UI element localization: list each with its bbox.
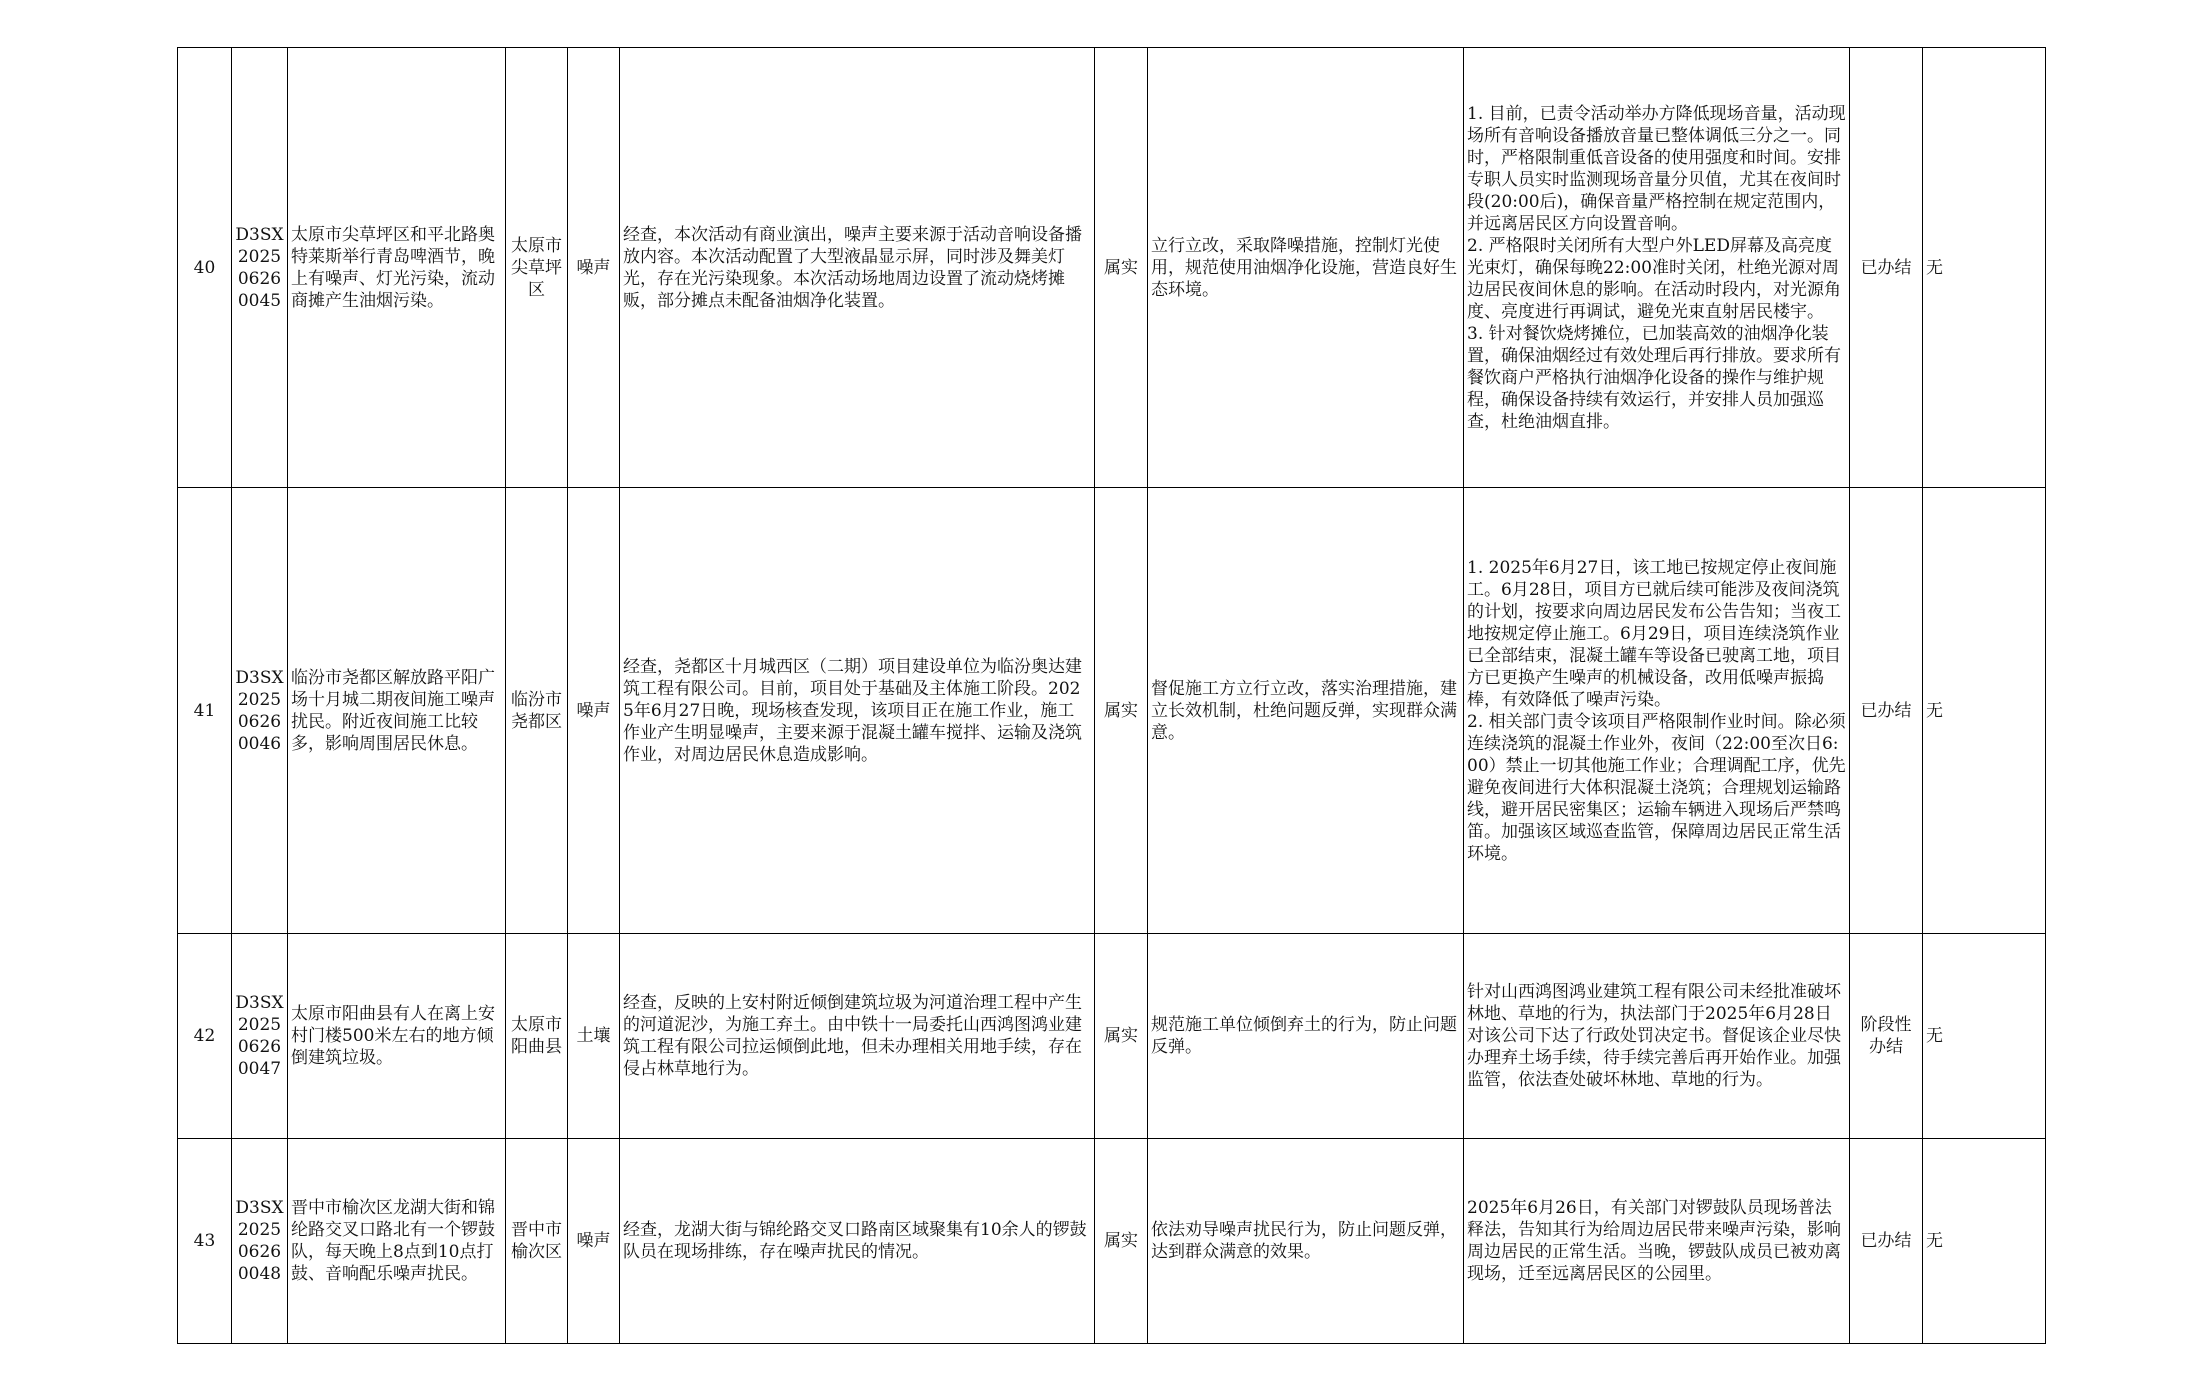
completion-status: 已办结 — [1850, 48, 1923, 488]
accountability: 无 — [1923, 488, 2046, 934]
district: 晋中市榆次区 — [506, 1139, 568, 1344]
row-number: 43 — [178, 1139, 232, 1344]
row-number: 41 — [178, 488, 232, 934]
table-row — [178, 48, 2046, 488]
accountability: 无 — [1923, 48, 2046, 488]
verdict: 属实 — [1095, 1139, 1148, 1344]
pollution-type: 噪声 — [568, 1139, 620, 1344]
complaint-content: 太原市尖草坪区和平北路奥特莱斯举行青岛啤酒节，晚上有噪声、灯光污染，流动商摊产生油烟污染。 — [288, 48, 506, 488]
investigation-result: 经查，尧都区十月城西区（二期）项目建设单位为临汾奥达建筑工程有限公司。目前，项目处于基础及主体施工阶段。2025年6月27日晚，现场核查发现，该项目正在施工作业，施工作业产生明显噪声，主要来源于混凝土罐车搅拌、运输及浇筑作业，对周边居民休息造成影响。 — [620, 488, 1095, 934]
completion-status: 已办结 — [1850, 488, 1923, 934]
table-row — [178, 934, 2046, 1139]
verdict: 属实 — [1095, 48, 1148, 488]
district: 太原市阳曲县 — [506, 934, 568, 1139]
table-row — [178, 1139, 2046, 1344]
investigation-result: 经查，本次活动有商业演出，噪声主要来源于活动音响设备播放内容。本次活动配置了大型液晶显示屏，同时涉及舞美灯光，存在光污染现象。本次活动场地周边设置了流动烧烤摊贩，部分摊点未配备油烟净化装置。 — [620, 48, 1095, 488]
row-number: 42 — [178, 934, 232, 1139]
rectification-status: 1. 目前，已责令活动举办方降低现场音量，活动现场所有音响设备播放音量已整体调低三分之一。同时，严格限制重低音设备的使用强度和时间。安排专职人员实时监测现场音量分贝值，尤其在夜间时段(20:00后)，确保音量严格控制在规定范围内，并远离居民区方向设置音响。 2. 严格限时关闭所有大型户外LED屏幕及高亮度光束灯，确保每晚22:00准时关闭，杜绝光源对周边居民夜间休息的影响。在活动时段内，对光源角度、亮度进行再调试，避免光束直射居民楼宇。 3. 针对餐饮烧烤摊位，已加装高效的油烟净化装置，确保油烟经过有效处理后再行排放。要求所有餐饮商户严格执行油烟净化设备的操作与维护规程，确保设备持续有效运行，并安排人员加强巡查，杜绝油烟直排。 — [1464, 48, 1850, 488]
investigation-result: 经查，反映的上安村附近倾倒建筑垃圾为河道治理工程中产生的河道泥沙，为施工弃土。由中铁十一局委托山西鸿图鸿业建筑工程有限公司拉运倾倒此地，但未办理相关用地手续，存在侵占林草地行为。 — [620, 934, 1095, 1139]
row-number: 40 — [178, 48, 232, 488]
verdict: 属实 — [1095, 488, 1148, 934]
investigation-result: 经查，龙湖大街与锦纶路交叉口路南区域聚集有10余人的锣鼓队员在现场排练，存在噪声扰民的情况。 — [620, 1139, 1095, 1344]
pollution-type: 噪声 — [568, 48, 620, 488]
case-code: D3SX202506260045 — [232, 48, 288, 488]
district: 临汾市尧都区 — [506, 488, 568, 934]
complaint-content: 临汾市尧都区解放路平阳广场十月城二期夜间施工噪声扰民。附近夜间施工比较多，影响周围居民休息。 — [288, 488, 506, 934]
case-code: D3SX202506260048 — [232, 1139, 288, 1344]
district: 太原市尖草坪区 — [506, 48, 568, 488]
accountability: 无 — [1923, 1139, 2046, 1344]
verdict: 属实 — [1095, 934, 1148, 1139]
pollution-type: 土壤 — [568, 934, 620, 1139]
complaint-table — [177, 47, 2046, 1344]
table-row — [178, 488, 2046, 934]
rectification-goal: 督促施工方立行立改，落实治理措施，建立长效机制，杜绝问题反弹，实现群众满意。 — [1148, 488, 1464, 934]
complaint-content: 晋中市榆次区龙湖大街和锦纶路交叉口路北有一个锣鼓队，每天晚上8点到10点打鼓、音响配乐噪声扰民。 — [288, 1139, 506, 1344]
pollution-type: 噪声 — [568, 488, 620, 934]
case-code: D3SX202506260046 — [232, 488, 288, 934]
rectification-status: 1. 2025年6月27日，该工地已按规定停止夜间施工。6月28日，项目方已就后续可能涉及夜间浇筑的计划，按要求向周边居民发布公告告知；当夜工地按规定停止施工。6月29日，项目连续浇筑作业已全部结束，混凝土罐车等设备已驶离工地，项目方已更换产生噪声的机械设备，改用低噪声振捣棒，有效降低了噪声污染。 2. 相关部门责令该项目严格限制作业时间。除必须连续浇筑的混凝土作业外，夜间（22:00至次日6:00）禁止一切其他施工作业；合理调配工序，优先避免夜间进行大体积混凝土浇筑；合理规划运输路线，避开居民密集区；运输车辆进入现场后严禁鸣笛。加强该区域巡查监管，保障周边居民正常生活环境。 — [1464, 488, 1850, 934]
rectification-status: 2025年6月26日，有关部门对锣鼓队员现场普法释法，告知其行为给周边居民带来噪声污染，影响周边居民的正常生活。当晚，锣鼓队成员已被劝离现场，迁至远离居民区的公园里。 — [1464, 1139, 1850, 1344]
accountability: 无 — [1923, 934, 2046, 1139]
rectification-status: 针对山西鸿图鸿业建筑工程有限公司未经批准破坏林地、草地的行为，执法部门于2025年6月28日对该公司下达了行政处罚决定书。督促该企业尽快办理弃土场手续，待手续完善后再开始作业。加强监管，依法查处破坏林地、草地的行为。 — [1464, 934, 1850, 1139]
rectification-goal: 规范施工单位倾倒弃土的行为，防止问题反弹。 — [1148, 934, 1464, 1139]
completion-status: 阶段性办结 — [1850, 934, 1923, 1139]
completion-status: 已办结 — [1850, 1139, 1923, 1344]
rectification-goal: 立行立改，采取降噪措施，控制灯光使用，规范使用油烟净化设施，营造良好生态环境。 — [1148, 48, 1464, 488]
rectification-goal: 依法劝导噪声扰民行为，防止问题反弹，达到群众满意的效果。 — [1148, 1139, 1464, 1344]
complaint-content: 太原市阳曲县有人在离上安村门楼500米左右的地方倾倒建筑垃圾。 — [288, 934, 506, 1139]
case-code: D3SX202506260047 — [232, 934, 288, 1139]
